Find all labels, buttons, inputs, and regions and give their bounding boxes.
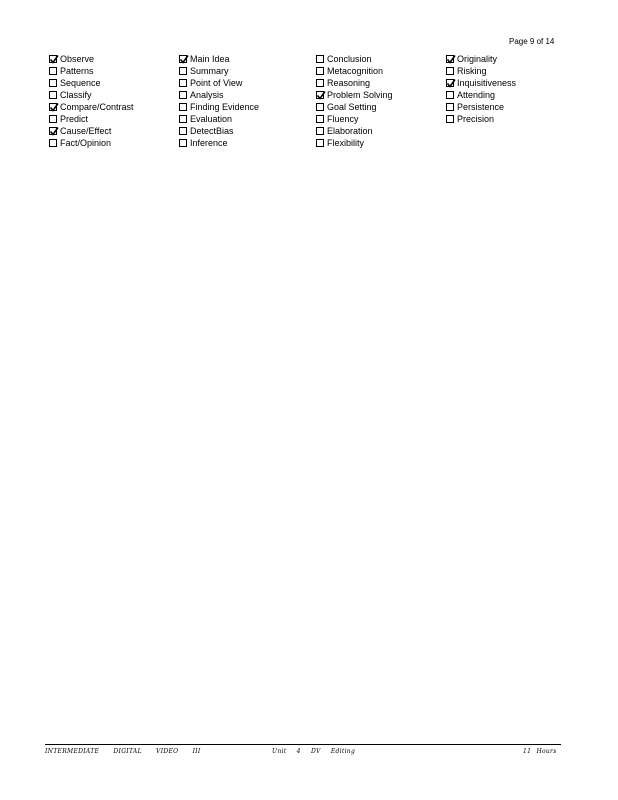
checkbox[interactable]: [179, 127, 187, 135]
skill-label: Metacognition: [327, 66, 384, 76]
skill-label: Inquisitiveness: [457, 78, 517, 88]
checkmark-icon: [49, 126, 59, 136]
skill-label: Cause/Effect: [60, 126, 112, 136]
checkmark-icon: [179, 54, 189, 64]
skill-label: Goal Setting: [327, 102, 377, 112]
checkbox[interactable]: [316, 115, 324, 123]
skill-label: Observe: [60, 54, 95, 64]
skill-item[interactable]: [179, 137, 259, 149]
skill-label: Compare/Contrast: [60, 102, 134, 112]
checkbox[interactable]: [179, 115, 187, 123]
footer-unit: Unit 4 DV Editing: [272, 748, 356, 755]
page-number: Page 9 of 14: [509, 37, 555, 46]
skill-item[interactable]: [446, 89, 516, 101]
skill-label: Risking: [457, 66, 487, 76]
checkbox-checked[interactable]: [49, 103, 57, 111]
skill-label: Fluency: [327, 114, 359, 124]
skill-item[interactable]: [316, 65, 393, 77]
skill-label: Classify: [60, 90, 92, 100]
skills-column-3: [316, 53, 393, 149]
skill-item[interactable]: [446, 77, 516, 89]
checkbox[interactable]: [179, 91, 187, 99]
skill-item[interactable]: [446, 53, 516, 65]
skill-label: Persistence: [457, 102, 505, 112]
skill-item[interactable]: [179, 125, 259, 137]
skill-label: Main Idea: [190, 54, 230, 64]
checkbox[interactable]: [316, 67, 324, 75]
skill-label: Elaboration: [327, 126, 373, 136]
checkmark-icon: [446, 54, 456, 64]
skill-label: DetectBias: [190, 126, 234, 136]
skill-label: Reasoning: [327, 78, 371, 88]
checkbox[interactable]: [316, 127, 324, 135]
skill-item[interactable]: [49, 113, 134, 125]
checkbox[interactable]: [316, 79, 324, 87]
checkbox[interactable]: [179, 79, 187, 87]
skill-item[interactable]: [49, 65, 134, 77]
checkbox[interactable]: [49, 67, 57, 75]
checkbox[interactable]: [49, 139, 57, 147]
skill-item[interactable]: [316, 125, 393, 137]
skill-label: Analysis: [190, 90, 224, 100]
checkbox-checked[interactable]: [49, 55, 57, 63]
checkbox-checked[interactable]: [446, 55, 454, 63]
skill-item[interactable]: [179, 89, 259, 101]
checkbox[interactable]: [49, 115, 57, 123]
skill-label: Sequence: [60, 78, 101, 88]
footer-divider: [45, 744, 561, 745]
checkmark-icon: [49, 102, 59, 112]
checkbox[interactable]: [179, 139, 187, 147]
skill-item[interactable]: [179, 101, 259, 113]
skill-item[interactable]: [49, 137, 134, 149]
checkbox[interactable]: [179, 103, 187, 111]
skill-item[interactable]: [179, 53, 259, 65]
checkbox[interactable]: [446, 91, 454, 99]
skill-item[interactable]: [446, 113, 516, 125]
skill-label: Flexibility: [327, 138, 365, 148]
skill-item[interactable]: [49, 125, 134, 137]
checkbox[interactable]: [316, 103, 324, 111]
skill-item[interactable]: [316, 113, 393, 125]
checkbox-checked[interactable]: [316, 91, 324, 99]
checkbox[interactable]: [179, 67, 187, 75]
skill-item[interactable]: [316, 101, 393, 113]
checkmark-icon: [49, 54, 59, 64]
skill-item[interactable]: [49, 77, 134, 89]
checkbox[interactable]: [49, 79, 57, 87]
checkbox-checked[interactable]: [179, 55, 187, 63]
skill-item[interactable]: [179, 65, 259, 77]
skill-item[interactable]: [179, 77, 259, 89]
skill-item[interactable]: [316, 137, 393, 149]
skill-item[interactable]: [179, 113, 259, 125]
skill-label: Summary: [190, 66, 229, 76]
checkbox[interactable]: [49, 91, 57, 99]
checkbox[interactable]: [446, 103, 454, 111]
skill-item[interactable]: [316, 77, 393, 89]
footer-course: INTERMEDIATE DIGITAL VIDEO III: [45, 748, 201, 755]
skill-label: Inference: [190, 138, 228, 148]
checkbox-checked[interactable]: [446, 79, 454, 87]
skill-label: Finding Evidence: [190, 102, 260, 112]
skill-label: Point of View: [190, 78, 243, 88]
checkbox[interactable]: [316, 139, 324, 147]
skill-item[interactable]: [446, 101, 516, 113]
skill-label: Predict: [60, 114, 89, 124]
skill-item[interactable]: [49, 89, 134, 101]
skill-label: Originality: [457, 54, 498, 64]
skill-item[interactable]: [49, 53, 134, 65]
checkbox[interactable]: [446, 115, 454, 123]
skill-item[interactable]: [446, 65, 516, 77]
checkmark-icon: [316, 90, 326, 100]
checkbox[interactable]: [446, 67, 454, 75]
skill-label: Conclusion: [327, 54, 372, 64]
skill-label: Precision: [457, 114, 495, 124]
checkbox[interactable]: [316, 55, 324, 63]
checkmark-icon: [446, 78, 456, 88]
footer-hours: 11 Hours: [523, 748, 557, 755]
skill-item[interactable]: [316, 89, 393, 101]
skill-label: Fact/Opinion: [60, 138, 112, 148]
skill-label: Evaluation: [190, 114, 233, 124]
checkbox-checked[interactable]: [49, 127, 57, 135]
skill-label: Patterns: [60, 66, 94, 76]
skills-column-2: [179, 53, 259, 149]
skills-column-4: [446, 53, 516, 125]
skill-label: Problem Solving: [327, 90, 393, 100]
skills-column-1: [49, 53, 134, 149]
skill-item[interactable]: [316, 53, 393, 65]
skill-item[interactable]: [49, 101, 134, 113]
skill-label: Attending: [457, 90, 496, 100]
